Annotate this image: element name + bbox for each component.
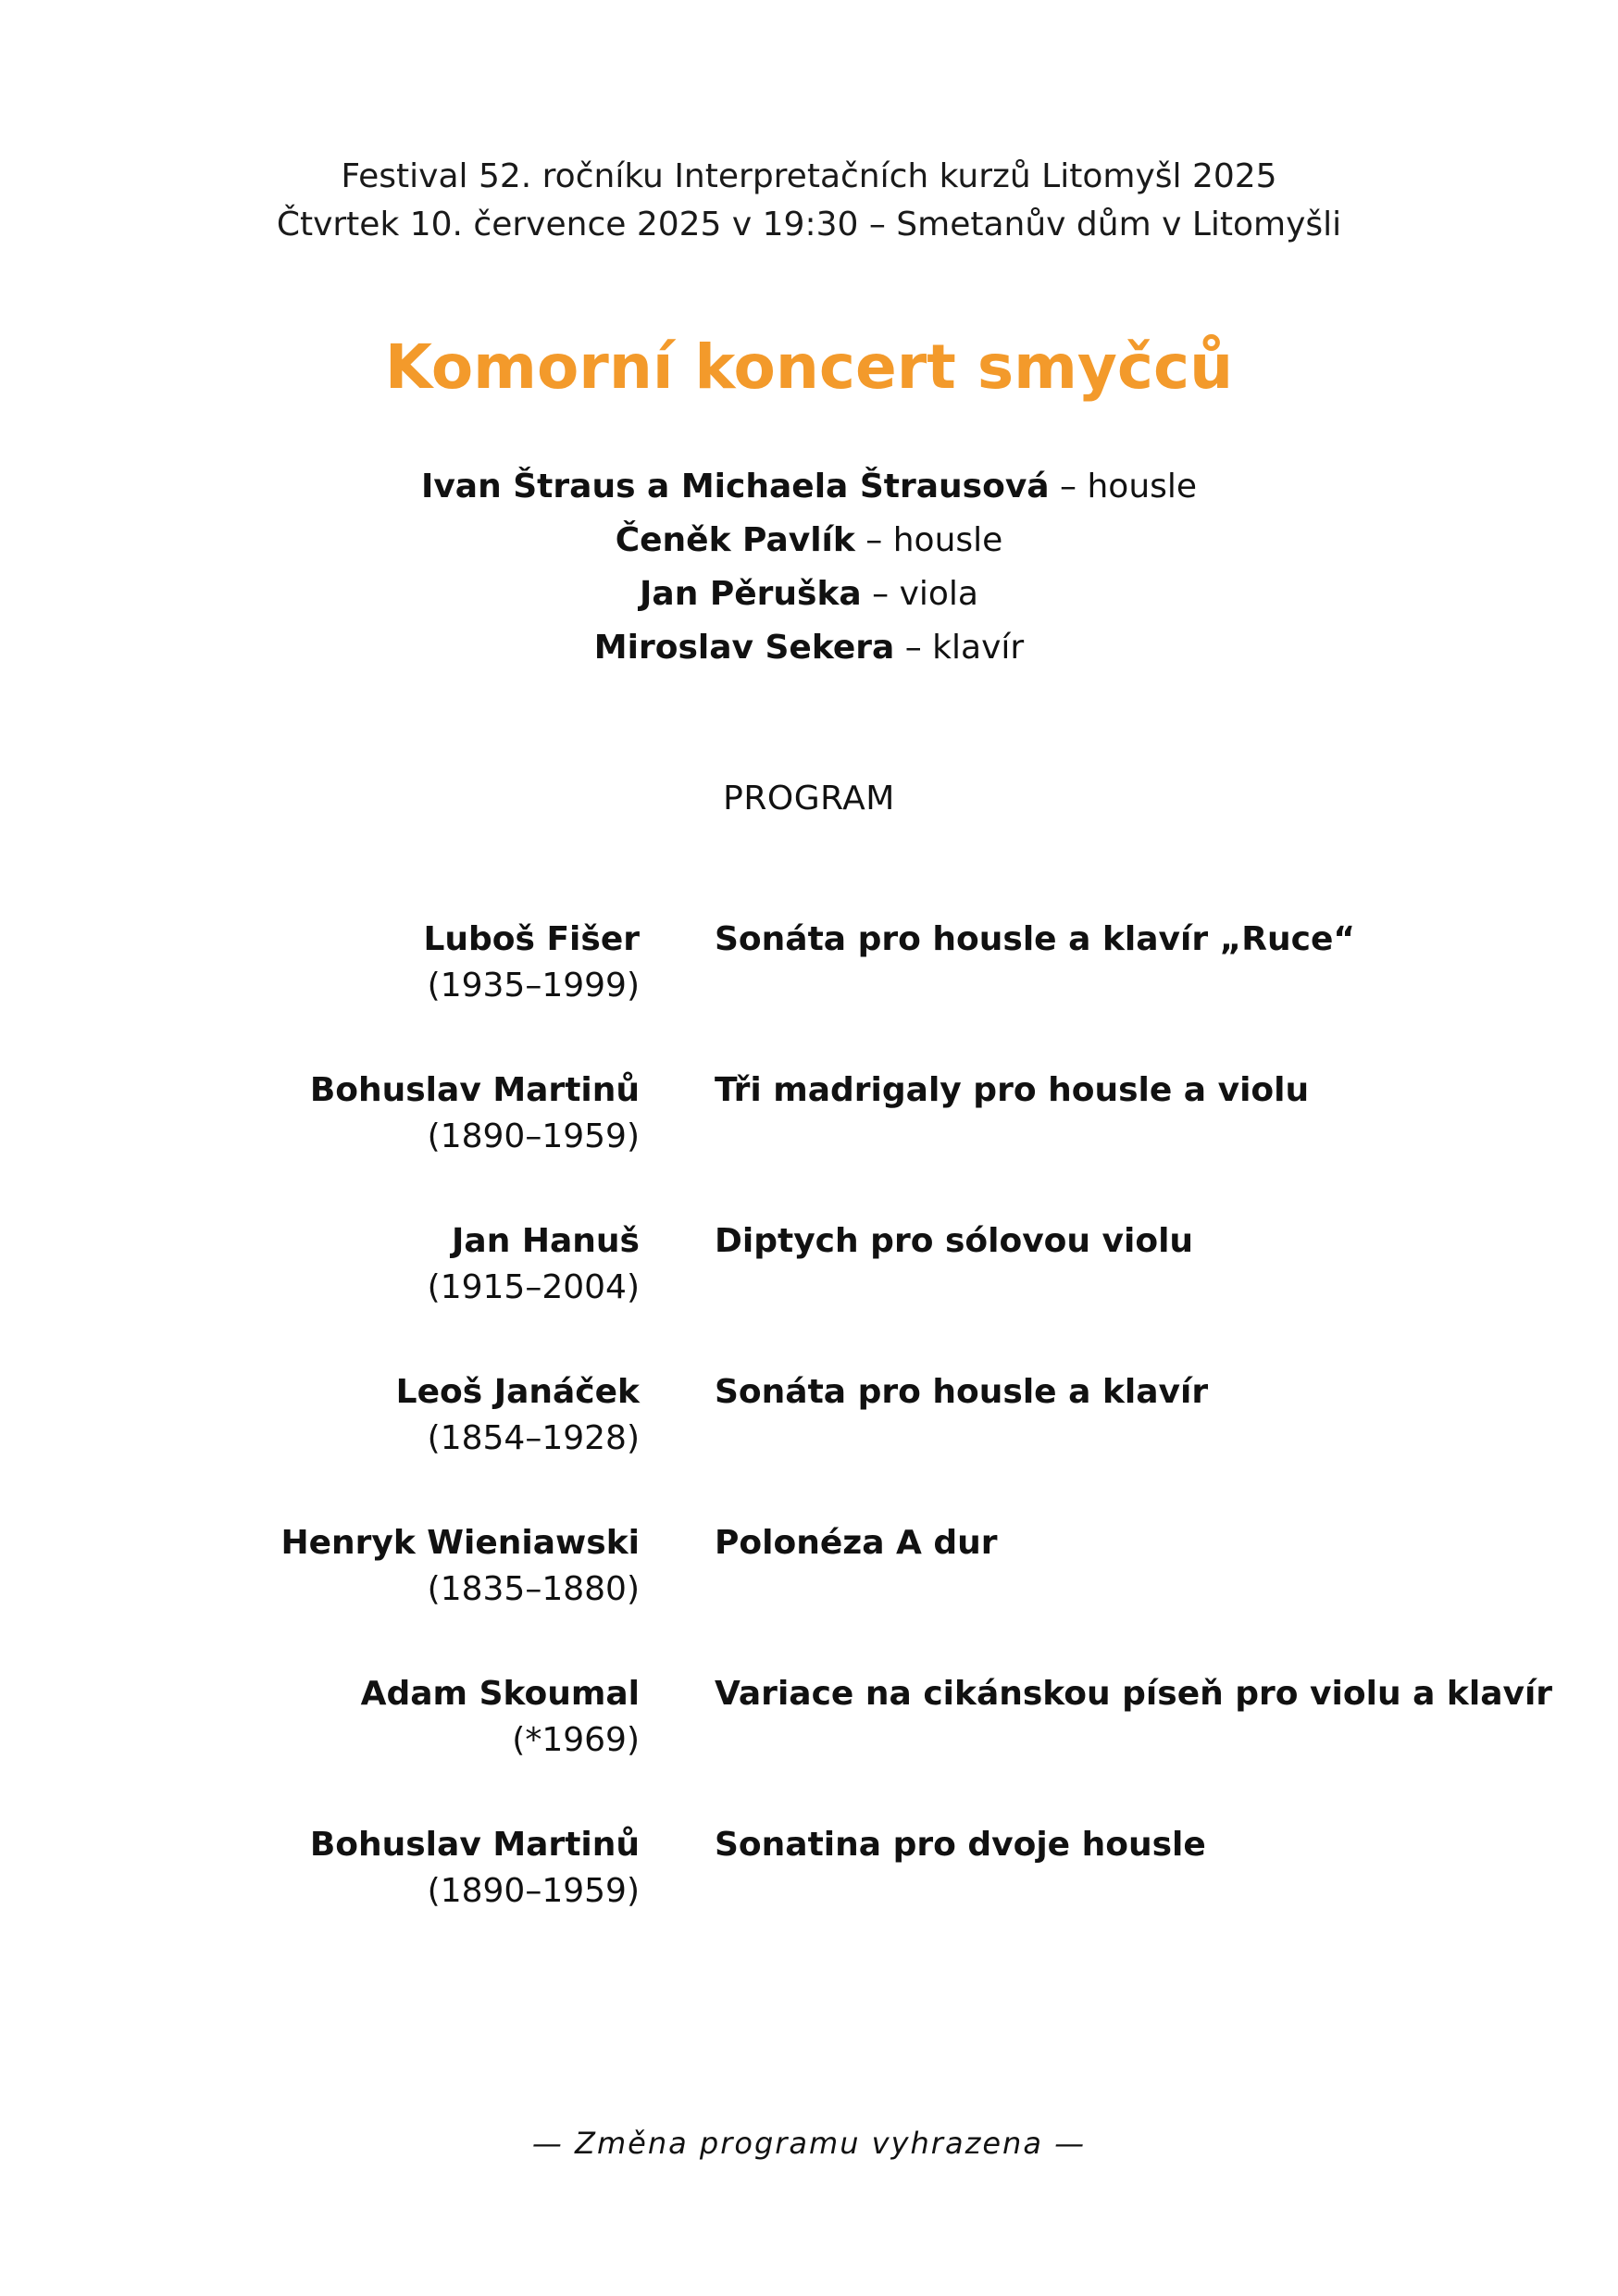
composer-dates: (1890–1959) [427,1117,640,1155]
composer-name: Luboš Fišer [423,920,640,958]
composer-name: Leoš Janáček [395,1373,640,1411]
work-title: Tři madrigaly pro housle a violu [715,1071,1310,1109]
date-venue-line: Čtvrtek 10. července 2025 v 19:30 – Smetanův dům v Litomyšli [276,206,1342,243]
performer [0,460,1618,514]
program-item [0,1067,1618,1218]
composer-name: Jan Hanuš [452,1222,640,1260]
composer-name: Henryk Wieniawski [280,1524,640,1562]
composer [396,1369,640,1462]
performers-list [0,460,1618,675]
footer-note: — Změna programu vyhrazena — [531,2126,1087,2161]
program-heading: PROGRAM [723,780,895,817]
performer-name: Čeněk Pavlík [615,521,855,559]
work-title: Variace na cikánskou píseň pro violu a klavír [715,1675,1553,1713]
composer-dates: (1890–1959) [427,1872,640,1910]
composer-dates: (1854–1928) [427,1419,640,1457]
performer-role: – housle [1049,468,1198,505]
composer-name: Bohuslav Martinů [309,1826,640,1864]
performer-role: – klavír [894,629,1025,667]
festival-line: Festival 52. ročníku Interpretačních kurzů Litomyšl 2025 [341,157,1277,195]
work-title: Sonáta pro housle a klavír „Ruce“ [715,920,1356,958]
performer [0,621,1618,675]
composer [310,1822,640,1915]
program-item [0,1822,1618,1973]
composer-dates: (1935–1999) [427,967,640,1004]
composer-dates: (1835–1880) [427,1570,640,1608]
performer-name: Jan Pěruška [640,575,862,613]
composer-dates: (1915–2004) [427,1268,640,1306]
performer [0,568,1618,621]
program-item [0,1520,1618,1671]
composer [310,1067,640,1160]
work-title: Sonatina pro dvoje housle [715,1826,1206,1864]
performer-name: Ivan Štraus a Michaela Štrausová [420,468,1050,505]
composer-name: Adam Skoumal [360,1675,640,1713]
performer-name: Miroslav Sekera [593,629,895,667]
work-title: Sonáta pro housle a klavír [715,1373,1209,1411]
performer-role: – viola [861,575,978,613]
program-item [0,1671,1618,1822]
composer [280,1520,640,1613]
work-title: Polonéza A dur [715,1524,998,1562]
composer-dates: (*1969) [512,1721,640,1759]
composer [361,1671,640,1764]
program-list [0,917,1618,1973]
composer [428,1218,640,1311]
composer-name: Bohuslav Martinů [309,1071,640,1109]
program-item [0,1369,1618,1520]
work-title: Diptych pro sólovou violu [715,1222,1194,1260]
performer [0,514,1618,568]
program-item [0,1218,1618,1369]
performer-role: – housle [854,521,1003,559]
program-item [0,917,1618,1067]
composer [423,917,640,1009]
concert-title: Komorní koncert smyčců [384,331,1234,403]
event-header [0,153,1618,249]
